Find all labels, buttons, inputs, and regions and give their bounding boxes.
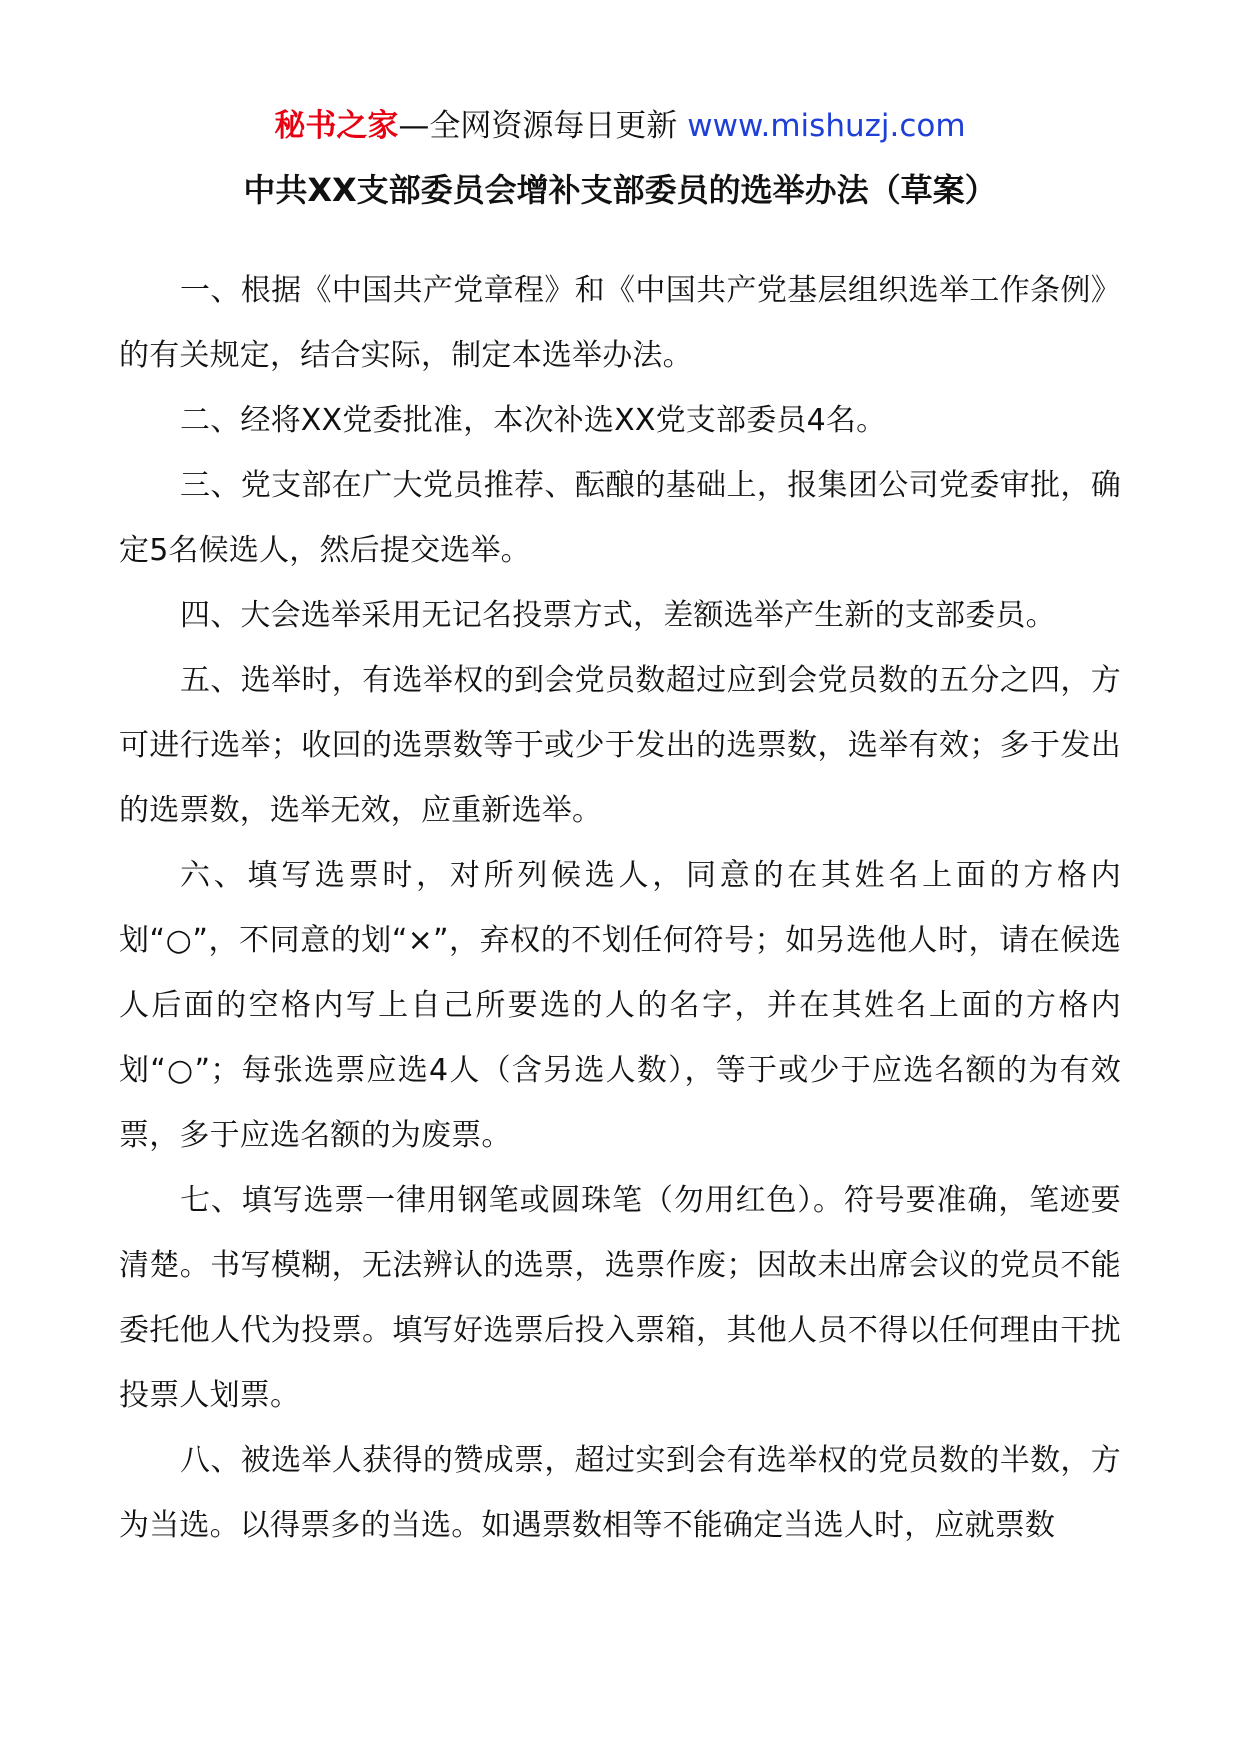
document-title: 中共XX支部委员会增补支部委员的选举办法（草案） bbox=[243, 171, 997, 209]
site-slogan: —全网资源每日更新 bbox=[398, 108, 678, 144]
paragraph-8: 八、被选举人获得的赞成票，超过实到会有选举权的党员数的半数，方为当选。以得票多的当选。如遇票数相等不能确定当选人时，应就票数 bbox=[119, 1443, 1121, 1543]
paragraph-1: 一、根据《中国共产党章程》和《中国共产党基层组织选举工作条例》的有关规定，结合实际，制定本选举办法。 bbox=[119, 273, 1121, 373]
paragraph-6: 六、填写选票时，对所列候选人，同意的在其姓名上面的方格内划“○”，不同意的划“×”，弃权的不划任何符号；如另选他人时，请在候选人后面的空格内写上自己所要选的人的名字，并在其姓名上面的方格内划“○”；每张选票应选4人（含另选人数），等于或少于应选名额的为有效票，多于应选名额的为废票。 bbox=[119, 858, 1121, 1153]
paragraph-5: 五、选举时，有选举权的到会党员数超过应到会党员数的五分之四，方可进行选举；收回的选票数等于或少于发出的选票数，选举有效；多于发出的选票数，选举无效，应重新选举。 bbox=[119, 663, 1121, 828]
paragraph-7: 七、填写选票一律用钢笔或圆珠笔（勿用红色）。符号要准确，笔迹要清楚。书写模糊，无法辨认的选票，选票作废；因故未出席会议的党员不能委托他人代为投票。填写好选票后投入票箱，其他人员不得以任何理由干扰投票人划票。 bbox=[119, 1183, 1121, 1413]
paragraph-3: 三、党支部在广大党员推荐、酝酿的基础上，报集团公司党委审批，确定5名候选人，然后提交选举。 bbox=[119, 468, 1121, 568]
paragraph-4: 四、大会选举采用无记名投票方式，差额选举产生新的支部委员。 bbox=[180, 598, 1056, 633]
paragraph-2: 二、经将XX党委批准，本次补选XX党支部委员4名。 bbox=[180, 403, 887, 438]
site-banner bbox=[0, 104, 1240, 148]
site-brand-name: 秘书之家 bbox=[274, 108, 399, 144]
site-url-link[interactable]: www.mishuzj.com bbox=[687, 108, 966, 144]
document-body bbox=[119, 258, 1121, 1558]
